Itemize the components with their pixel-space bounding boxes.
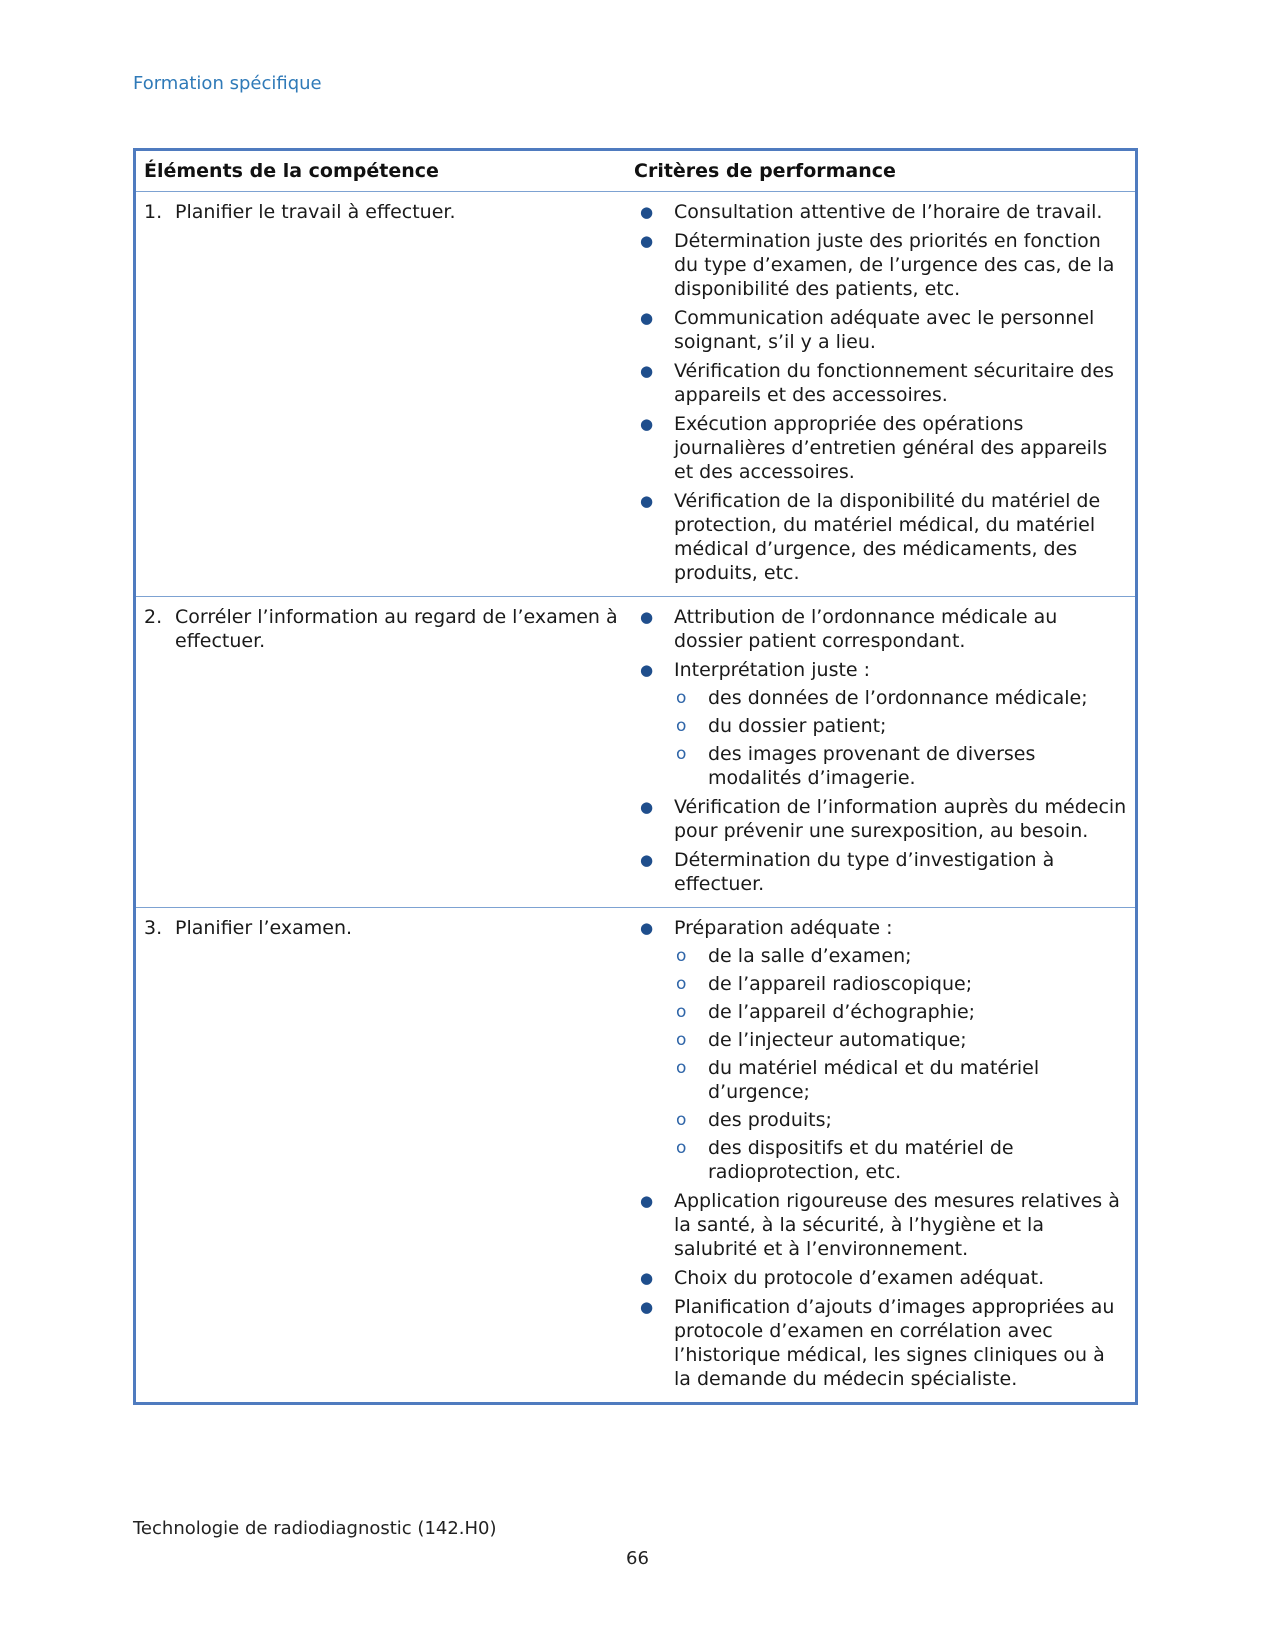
element-text: Planifier l’examen. <box>175 917 353 939</box>
criterion-item <box>634 1266 1127 1290</box>
criteria-list <box>634 192 1127 596</box>
bullet-icon: ● <box>640 203 654 221</box>
sub-criteria-list <box>674 686 1127 790</box>
element-text: Corréler l’information au regard de l’examen à effectuer. <box>175 606 618 652</box>
sub-criterion-item <box>674 972 1127 996</box>
element-cell <box>136 192 634 596</box>
criterion-text: Vérification du fonctionnement sécuritaire des appareils et des accessoires. <box>674 360 1114 406</box>
sub-criterion-item <box>674 742 1127 790</box>
criterion-text: Application rigoureuse des mesures relatives à la santé, à la sécurité, à l’hygiène et la salubrité et à l’environnement. <box>674 1190 1120 1260</box>
circle-bullet-icon: o <box>676 1030 687 1050</box>
criteria-list <box>634 597 1127 907</box>
sub-criterion-text: du dossier patient; <box>708 715 887 737</box>
sub-criterion-text: de l’injecteur automatique; <box>708 1029 967 1051</box>
criterion-text: Communication adéquate avec le personnel soignant, s’il y a lieu. <box>674 307 1095 353</box>
sub-criterion-text: des produits; <box>708 1109 832 1131</box>
sub-criterion-item <box>674 1028 1127 1052</box>
element-number: 3. <box>144 917 163 939</box>
criterion-item <box>634 848 1127 896</box>
table-row <box>136 596 1135 907</box>
circle-bullet-icon: o <box>676 716 687 736</box>
bullet-icon: ● <box>640 415 654 433</box>
sub-criterion-text: des données de l’ordonnance médicale; <box>708 687 1088 709</box>
circle-bullet-icon: o <box>676 946 687 966</box>
bullet-icon: ● <box>640 492 654 510</box>
criterion-text: Vérification de l’information auprès du médecin pour prévenir une surexposition, au besoin. <box>674 796 1127 842</box>
criterion-item <box>634 412 1127 484</box>
circle-bullet-icon: o <box>676 1110 687 1130</box>
sub-criterion-text: des images provenant de diverses modalités d’imagerie. <box>708 743 1036 789</box>
criterion-text: Attribution de l’ordonnance médicale au dossier patient correspondant. <box>674 606 1058 652</box>
criterion-item <box>634 795 1127 843</box>
circle-bullet-icon: o <box>676 974 687 994</box>
table-row <box>136 907 1135 1402</box>
criterion-item <box>634 489 1127 585</box>
bullet-icon: ● <box>640 1298 654 1316</box>
circle-bullet-icon: o <box>676 744 687 764</box>
element-text: Planifier le travail à effectuer. <box>175 201 456 223</box>
bullet-icon: ● <box>640 851 654 869</box>
sub-criterion-text: des dispositifs et du matériel de radioprotection, etc. <box>708 1137 1014 1183</box>
bullet-icon: ● <box>640 608 654 626</box>
criterion-text: Choix du protocole d’examen adéquat. <box>674 1267 1045 1289</box>
table-header-row <box>136 151 1135 191</box>
bullet-icon: ● <box>640 1192 654 1210</box>
criterion-text: Exécution appropriée des opérations journalières d’entretien général des appareils et des accessoires. <box>674 413 1108 483</box>
competence-table <box>133 148 1138 1405</box>
sub-criterion-item <box>674 1136 1127 1184</box>
sub-criterion-item <box>674 714 1127 738</box>
sub-criterion-item <box>674 1056 1127 1104</box>
footer-program: Technologie de radiodiagnostic (142.H0) <box>133 1518 497 1539</box>
circle-bullet-icon: o <box>676 1058 687 1078</box>
circle-bullet-icon: o <box>676 1138 687 1158</box>
criterion-text: Préparation adéquate : <box>674 917 893 939</box>
criterion-text: Consultation attentive de l’horaire de travail. <box>674 201 1103 223</box>
criteria-cell <box>634 597 1135 907</box>
competence-element <box>144 200 634 224</box>
criterion-item <box>634 306 1127 354</box>
column-header-elements: Éléments de la compétence <box>144 160 439 182</box>
sub-criterion-text: du matériel médical et du matériel d’urgence; <box>708 1057 1040 1103</box>
criterion-item <box>634 916 1127 1184</box>
criterion-text: Planification d’ajouts d’images appropriées au protocole d’examen en corrélation avec l’historique médical, les signes cliniques ou à la demande du médecin spécialiste. <box>674 1296 1115 1390</box>
sub-criterion-item <box>674 944 1127 968</box>
column-header-criteria: Critères de performance <box>634 160 896 182</box>
bullet-icon: ● <box>640 309 654 327</box>
bullet-icon: ● <box>640 661 654 679</box>
criterion-item <box>634 1295 1127 1391</box>
sub-criterion-item <box>674 1108 1127 1132</box>
element-cell <box>136 597 634 907</box>
bullet-icon: ● <box>640 798 654 816</box>
bullet-icon: ● <box>640 362 654 380</box>
competence-element <box>144 605 634 653</box>
page-number: 66 <box>626 1548 649 1569</box>
criteria-list <box>634 908 1127 1402</box>
criterion-item <box>634 658 1127 790</box>
criterion-text: Vérification de la disponibilité du matériel de protection, du matériel médical, du matériel médical d’urgence, des médicaments, des produits, etc. <box>674 490 1101 584</box>
criterion-item <box>634 229 1127 301</box>
table-row <box>136 191 1135 596</box>
criterion-item <box>634 200 1127 224</box>
criterion-item <box>634 359 1127 407</box>
criterion-text: Interprétation juste : <box>674 659 871 681</box>
criterion-item <box>634 1189 1127 1261</box>
circle-bullet-icon: o <box>676 1002 687 1022</box>
bullet-icon: ● <box>640 1269 654 1287</box>
sub-criterion-text: de la salle d’examen; <box>708 945 912 967</box>
criterion-text: Détermination du type d’investigation à effectuer. <box>674 849 1055 895</box>
sub-criterion-item <box>674 686 1127 710</box>
bullet-icon: ● <box>640 232 654 250</box>
criterion-item <box>634 605 1127 653</box>
bullet-icon: ● <box>640 919 654 937</box>
circle-bullet-icon: o <box>676 688 687 708</box>
running-head: Formation spécifique <box>133 73 322 94</box>
sub-criteria-list <box>674 944 1127 1184</box>
element-cell <box>136 908 634 1402</box>
criteria-cell <box>634 192 1135 596</box>
element-number: 2. <box>144 606 163 628</box>
sub-criterion-item <box>674 1000 1127 1024</box>
sub-criterion-text: de l’appareil d’échographie; <box>708 1001 976 1023</box>
element-number: 1. <box>144 201 163 223</box>
criterion-text: Détermination juste des priorités en fonction du type d’examen, de l’urgence des cas, de la disponibilité des patients, etc. <box>674 230 1115 300</box>
sub-criterion-text: de l’appareil radioscopique; <box>708 973 973 995</box>
criteria-cell <box>634 908 1135 1402</box>
competence-element <box>144 916 634 940</box>
